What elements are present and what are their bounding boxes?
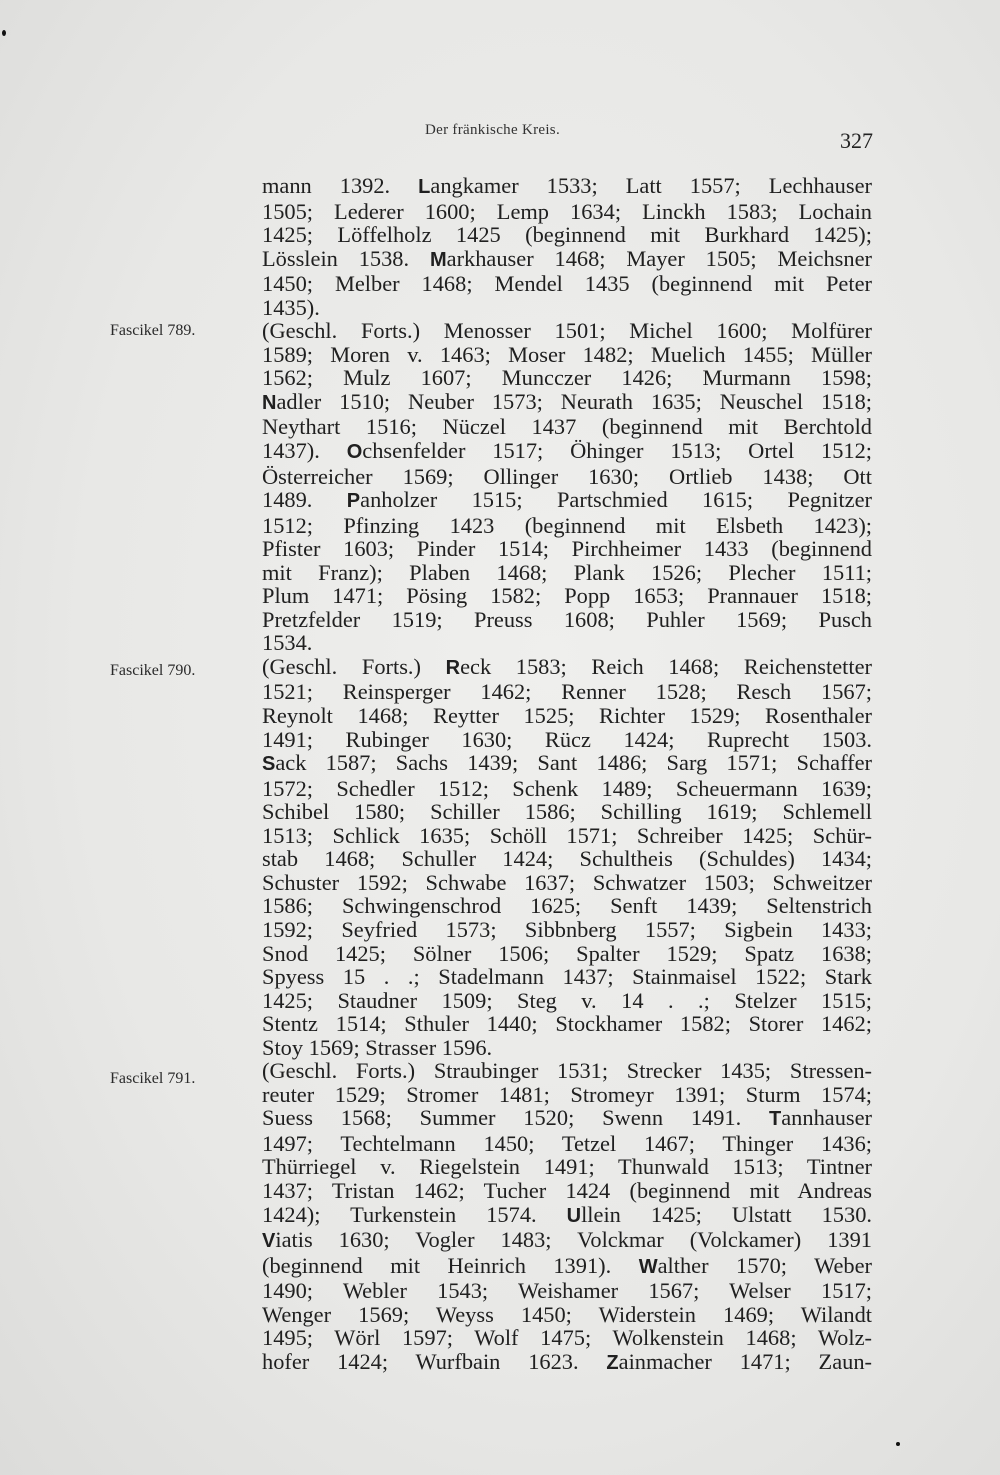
line-text: reuter 1529; Stromer 1481; Stromeyr 1391; Sturm 1574; xyxy=(262,1081,872,1107)
line-text: Wenger 1569; Weyss 1450; Widerstein 1469; Wilandt xyxy=(262,1301,872,1327)
text-line xyxy=(262,174,872,200)
text-line xyxy=(262,1036,872,1060)
text-line xyxy=(262,1155,872,1179)
text-line xyxy=(262,800,872,824)
line-text: 1425; Löffelholz 1425 (beginnend mit Burkhard 1425); xyxy=(262,222,872,248)
text-line xyxy=(262,343,872,367)
section-initial-letter: U xyxy=(566,1204,582,1227)
text-line xyxy=(262,918,872,942)
line-text: Reynolt 1468; Reytter 1525; Richter 1529; Rosenthaler xyxy=(262,703,872,729)
line-text: 1425; Staudner 1509; Steg v. 14 . .; Stelzer 1515; xyxy=(262,987,872,1013)
line-text: arkhauser 1468; Mayer 1505; Meichsner xyxy=(446,245,872,271)
line-text: iatis 1630; Vogler 1483; Volckmar (Volckamer) 1391 xyxy=(275,1227,872,1253)
text-line xyxy=(262,824,872,848)
line-lead-text: 1424); Turkenstein 1574. xyxy=(262,1201,567,1227)
text-line xyxy=(262,366,872,390)
text-line xyxy=(262,1350,872,1376)
text-line xyxy=(262,1303,872,1327)
line-text: 1534. xyxy=(262,630,313,656)
line-text: Neythart 1516; Nüczel 1437 (beginnend mit Berchtold xyxy=(262,414,872,440)
text-line xyxy=(262,1083,872,1107)
text-line xyxy=(262,704,872,728)
line-text: alther 1570; Weber xyxy=(657,1252,872,1278)
line-text: 1435). xyxy=(262,294,320,320)
line-text: 1491; Rubinger 1630; Rücz 1424; Ruprecht 1503. xyxy=(262,726,872,752)
text-line xyxy=(262,514,872,538)
line-text: anholzer 1515; Partschmied 1615; Pegnitzer xyxy=(360,487,872,513)
line-text: llein 1425; Ulstatt 1530. xyxy=(581,1201,872,1227)
line-text: Österreicher 1569; Ollinger 1630; Ortlieb 1438; Ott xyxy=(262,463,872,489)
line-text: 1512; Pfinzing 1423 (beginnend mit Elsbeth 1423); xyxy=(262,512,872,538)
line-lead-text: hofer 1424; Wurfbain 1623. xyxy=(262,1348,607,1374)
line-text: 1450; Melber 1468; Mendel 1435 (beginnend mit Peter xyxy=(262,271,872,297)
line-text: Snod 1425; Sölner 1506; Spalter 1529; Spatz 1638; xyxy=(262,940,872,966)
text-line xyxy=(262,1203,872,1229)
text-line xyxy=(262,247,872,273)
text-line xyxy=(262,655,872,681)
line-text: Plum 1471; Pösing 1582; Popp 1653; Prannauer 1518; xyxy=(262,583,872,609)
text-line xyxy=(262,296,872,320)
section-initial-letter: N xyxy=(262,391,277,414)
text-line xyxy=(262,200,872,224)
line-text: 1505; Lederer 1600; Lemp 1634; Linckh 1583; Lochain xyxy=(262,198,872,224)
line-lead-text: Lösslein 1538. xyxy=(262,245,430,271)
line-text: 1562; Mulz 1607; Muncczer 1426; Murmann 1598; xyxy=(262,365,872,391)
line-lead-text: (beginnend mit Heinrich 1391). xyxy=(262,1252,639,1278)
text-line xyxy=(262,439,872,465)
line-text: Stentz 1514; Sthuler 1440; Stockhamer 1582; Storer 1462; xyxy=(262,1011,872,1037)
text-line xyxy=(262,894,872,918)
line-text: mit Franz); Plaben 1468; Plank 1526; Plecher 1511; xyxy=(262,559,872,585)
line-text: Thürriegel v. Riegelstein 1491; Thunwald 1513; Tintner xyxy=(262,1154,872,1180)
text-line xyxy=(262,390,872,416)
line-text: Spyess 15 . .; Stadelmann 1437; Stainmaisel 1522; Stark xyxy=(262,964,872,990)
text-line xyxy=(262,272,872,296)
section-initial-letter: Z xyxy=(606,1351,619,1374)
text-line xyxy=(262,319,872,343)
section-initial-letter: W xyxy=(638,1255,658,1278)
line-text: 1521; Reinsperger 1462; Renner 1528; Resch 1567; xyxy=(262,679,872,705)
text-line xyxy=(262,1279,872,1303)
text-line xyxy=(262,1228,872,1254)
line-text: 1592; Seyfried 1573; Sibbnberg 1557; Sigbein 1433; xyxy=(262,916,872,942)
text-line xyxy=(262,1179,872,1203)
text-line xyxy=(262,1254,872,1280)
line-text: Pfister 1603; Pinder 1514; Pirchheimer 1433 (beginnend xyxy=(262,536,872,562)
text-line xyxy=(262,561,872,585)
text-line xyxy=(262,465,872,489)
text-line xyxy=(262,415,872,439)
line-text: (Geschl. Forts.) Menosser 1501; Michel 1600; Molfürer xyxy=(262,318,872,344)
text-line xyxy=(262,751,872,777)
line-text: 1513; Schlick 1635; Schöll 1571; Schreiber 1425; Schür- xyxy=(262,822,872,848)
text-line xyxy=(262,1012,872,1036)
page-number: 327 xyxy=(840,128,873,153)
text-line xyxy=(262,942,872,966)
section-initial-letter: O xyxy=(346,441,363,464)
text-line xyxy=(262,488,872,514)
line-text: stab 1468; Schuller 1424; Schultheis (Schuldes) 1434; xyxy=(262,846,872,872)
line-lead-text: Suess 1568; Summer 1520; Swenn 1491. xyxy=(262,1105,770,1131)
scan-speck xyxy=(2,30,6,36)
text-line xyxy=(262,1132,872,1156)
line-lead-text: (Geschl. Forts.) xyxy=(262,653,446,679)
section-initial-letter: P xyxy=(346,490,361,513)
text-line xyxy=(262,965,872,989)
text-line xyxy=(262,1106,872,1132)
line-text: 1495; Wörl 1597; Wolf 1475; Wolkenstein 1468; Wolz- xyxy=(262,1325,872,1351)
line-text: (Geschl. Forts.) Straubinger 1531; Strecker 1435; Stressen- xyxy=(262,1058,872,1084)
margin-note-fascikel-789: Fascikel 789. xyxy=(110,322,196,339)
text-line xyxy=(262,223,872,247)
line-text: Schibel 1580; Schiller 1586; Schilling 1619; Schlemell xyxy=(262,799,872,825)
section-initial-letter: V xyxy=(262,1230,276,1253)
line-text: 1589; Moren v. 1463; Moser 1482; Muelich 1455; Müller xyxy=(262,341,872,367)
line-text: annhauser xyxy=(781,1105,872,1131)
line-text: 1490; Webler 1543; Weishamer 1567; Welser 1517; xyxy=(262,1278,872,1304)
section-initial-letter: M xyxy=(429,248,447,271)
section-initial-letter: S xyxy=(262,753,276,776)
line-text: Schuster 1592; Schwabe 1637; Schwatzer 1503; Schweitzer xyxy=(262,869,872,895)
line-text: ack 1587; Sachs 1439; Sant 1486; Sarg 1571; Schaffer xyxy=(275,750,872,776)
section-initial-letter: R xyxy=(445,656,461,679)
line-text: eck 1583; Reich 1468; Reichenstetter xyxy=(460,653,872,679)
line-text: Stoy 1569; Strasser 1596. xyxy=(262,1034,493,1060)
section-initial-letter: T xyxy=(769,1108,782,1131)
text-line xyxy=(262,989,872,1013)
text-line xyxy=(262,777,872,801)
line-lead-text: 1437). xyxy=(262,438,347,464)
line-text: 1586; Schwingenschrod 1625; Senft 1439; Seltenstrich xyxy=(262,893,872,919)
text-line xyxy=(262,680,872,704)
line-lead-text: mann 1392. xyxy=(262,173,419,198)
text-line xyxy=(262,847,872,871)
margin-note-fascikel-790: Fascikel 790. xyxy=(110,662,196,679)
text-line xyxy=(262,1326,872,1350)
text-line xyxy=(262,871,872,895)
line-text: adler 1510; Neuber 1573; Neurath 1635; Neuschel 1518; xyxy=(276,388,872,414)
scan-speck xyxy=(896,1442,900,1446)
section-initial-letter: L xyxy=(418,176,431,198)
text-line xyxy=(262,631,872,655)
line-text: angkamer 1533; Latt 1557; Lechhauser xyxy=(430,173,872,198)
text-line xyxy=(262,728,872,752)
line-text: 1572; Schedler 1512; Schenk 1489; Scheuermann 1639; xyxy=(262,775,872,801)
running-head: Der fränkische Kreis. xyxy=(425,122,560,138)
line-text: 1437; Tristan 1462; Tucher 1424 (beginnend mit Andreas xyxy=(262,1177,872,1203)
text-line xyxy=(262,537,872,561)
text-line xyxy=(262,1059,872,1083)
line-text: chsenfelder 1517; Öhinger 1513; Ortel 1512; xyxy=(362,438,873,464)
margin-note-fascikel-791: Fascikel 791. xyxy=(110,1070,196,1087)
line-text: Pretzfelder 1519; Preuss 1608; Puhler 1569; Pusch xyxy=(262,606,872,632)
register-body-text xyxy=(262,174,872,1375)
text-line xyxy=(262,608,872,632)
line-text: 1497; Techtelmann 1450; Tetzel 1467; Thinger 1436; xyxy=(262,1130,872,1156)
line-text: ainmacher 1471; Zaun- xyxy=(618,1348,872,1374)
line-lead-text: 1489. xyxy=(262,487,347,513)
text-line xyxy=(262,584,872,608)
